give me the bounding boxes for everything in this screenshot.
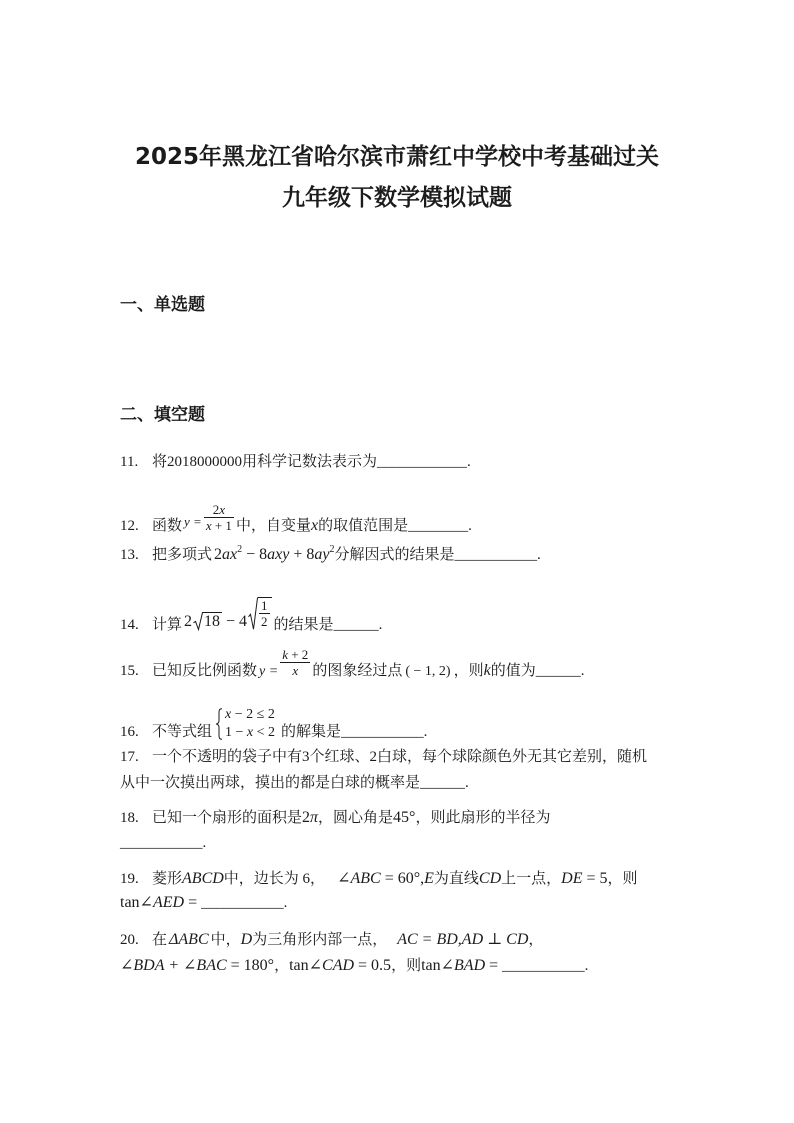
question-text: ， bbox=[274, 958, 290, 974]
period: . bbox=[580, 663, 585, 679]
question-text: 的图象经过点 bbox=[312, 663, 403, 679]
math-function: tan bbox=[421, 957, 441, 974]
question-text: 不等式组 bbox=[152, 724, 213, 740]
question-text: 的结果是 bbox=[273, 617, 334, 633]
radical-sign bbox=[193, 612, 203, 630]
period: . bbox=[283, 895, 288, 911]
math-variable: x bbox=[246, 725, 254, 740]
question-14 bbox=[120, 597, 382, 635]
math-number: = 5 bbox=[582, 870, 608, 887]
question-text: 在 bbox=[152, 932, 168, 948]
math-number: 4 bbox=[239, 613, 248, 630]
math-lhs: y = bbox=[259, 664, 279, 679]
math-number: = 0.5 bbox=[354, 957, 392, 974]
section-heading-single-choice: 一、单选题 bbox=[120, 295, 205, 315]
question-text: ，则此扇形的半径为 bbox=[415, 810, 551, 826]
fraction-numerator bbox=[280, 648, 310, 663]
question-18-line-2 bbox=[120, 833, 206, 853]
fraction-numerator bbox=[204, 503, 234, 518]
math-variable: E bbox=[424, 870, 434, 887]
question-number: 20. bbox=[120, 932, 139, 948]
question-text: 从中一次摸出两球，摸出的都是白球的概率是 bbox=[120, 775, 421, 791]
fraction-denominator: 2 bbox=[261, 614, 268, 629]
math-number: 2 bbox=[214, 546, 223, 563]
math-expression bbox=[214, 544, 335, 563]
question-text: 菱形 bbox=[152, 871, 183, 887]
math-angle: ∠CAD bbox=[308, 957, 355, 974]
radical bbox=[193, 612, 222, 630]
question-text: ， bbox=[528, 932, 544, 948]
question-text: 分解因式的结果是 bbox=[334, 547, 455, 563]
answer-blank: ____________ bbox=[377, 454, 468, 470]
math-variable: π bbox=[310, 809, 319, 826]
question-text: 上一点， bbox=[501, 871, 562, 887]
math-number: < 2 bbox=[253, 725, 276, 740]
question-text: 为三角形内部一点， bbox=[252, 932, 388, 948]
answer-blank: ______ bbox=[535, 663, 581, 679]
math-exponent: 2 bbox=[237, 544, 243, 555]
period: . bbox=[465, 775, 469, 791]
math-number: 2 bbox=[184, 613, 193, 630]
math-variable: ax bbox=[222, 546, 238, 563]
math-variable: ay bbox=[314, 546, 330, 563]
period: . bbox=[537, 547, 541, 563]
left-brace bbox=[215, 708, 223, 740]
math-variable: axy bbox=[267, 546, 290, 563]
question-text: 中， bbox=[210, 932, 241, 948]
question-number: 19. bbox=[120, 871, 139, 887]
math-condition: AC = BD,AD ⊥ CD bbox=[397, 931, 529, 948]
question-text: ，圆心角是 bbox=[318, 810, 394, 826]
question-19-line-1 bbox=[120, 869, 638, 889]
question-text: 的解集是 bbox=[281, 724, 342, 740]
question-17-line-2 bbox=[120, 773, 469, 793]
math-number: − 8 bbox=[242, 546, 268, 563]
question-15 bbox=[120, 648, 584, 682]
fraction-denominator bbox=[280, 663, 310, 677]
answer-blank: ___________ bbox=[341, 724, 424, 740]
answer-blank: ___________ bbox=[502, 958, 585, 974]
question-text: 函数 bbox=[152, 518, 183, 534]
radical-sign bbox=[248, 597, 258, 630]
math-variable: x bbox=[219, 502, 226, 517]
fraction bbox=[280, 648, 310, 677]
math-number: + 8 bbox=[289, 546, 315, 563]
math-variable: x bbox=[310, 517, 319, 534]
math-triangle: ΔABC bbox=[169, 931, 209, 948]
question-13 bbox=[120, 545, 541, 565]
question-number: 12. bbox=[120, 518, 139, 534]
fraction-numerator: 1 bbox=[261, 598, 268, 613]
math-variable: ABCD bbox=[182, 870, 224, 887]
question-text: ，则 bbox=[607, 871, 638, 887]
question-number: 18. bbox=[120, 810, 139, 826]
math-number: 2 bbox=[302, 809, 311, 826]
math-variable: CD bbox=[478, 870, 502, 887]
inequality-system bbox=[214, 706, 275, 742]
question-text: 中，自变量 bbox=[235, 518, 311, 534]
math-variable: D bbox=[240, 931, 253, 948]
radicand: 18 bbox=[204, 613, 221, 630]
math-variable: x bbox=[205, 518, 212, 533]
math-angle-sum: ∠BDA + ∠BAC bbox=[120, 957, 227, 974]
math-exponent: 2 bbox=[329, 544, 335, 555]
question-16 bbox=[120, 706, 427, 742]
section-heading-fill-blank: 二、填空题 bbox=[120, 405, 205, 425]
answer-blank: ______ bbox=[420, 775, 466, 791]
question-11 bbox=[120, 452, 471, 472]
inequality-line-1 bbox=[225, 706, 275, 724]
fraction bbox=[259, 599, 270, 628]
fraction-denominator bbox=[204, 518, 234, 532]
question-number: 11. bbox=[120, 454, 139, 470]
math-expression bbox=[184, 597, 272, 632]
math-number: + 1 bbox=[211, 518, 232, 533]
question-text: 已知反比例函数 bbox=[152, 663, 258, 679]
radical bbox=[248, 597, 272, 630]
math-operator: = bbox=[485, 957, 503, 974]
math-number: − 2 ≤ 2 bbox=[231, 707, 275, 722]
exam-title-line1: 2025年黑龙江省哈尔滨市萧红中学校中考基础过关 bbox=[134, 144, 659, 170]
inequality-line-2 bbox=[225, 724, 275, 742]
period: . bbox=[202, 835, 207, 851]
math-function: tan bbox=[120, 894, 140, 911]
question-number: 13. bbox=[120, 547, 139, 563]
question-text: ，则 bbox=[391, 958, 422, 974]
question-text: 为直线 bbox=[433, 871, 479, 887]
answer-blank: ___________ bbox=[201, 895, 284, 911]
math-operator: − bbox=[222, 613, 240, 630]
math-variable: x bbox=[225, 707, 232, 722]
question-20-line-1 bbox=[120, 930, 543, 950]
math-variable: k bbox=[282, 647, 288, 662]
question-number: 14. bbox=[120, 617, 139, 633]
exam-title-line2: 九年级下数学模拟试题 bbox=[282, 185, 512, 211]
question-text: 一个不透明的袋子中有3个红球、2白球，每个球除颜色外无其它差别，随机 bbox=[152, 749, 648, 765]
answer-blank: ___________ bbox=[120, 835, 203, 851]
math-number: 1 − bbox=[225, 725, 247, 740]
answer-blank: ________ bbox=[408, 518, 469, 534]
math-number: = 180° bbox=[226, 957, 275, 974]
question-text: 的取值范围是 bbox=[318, 518, 409, 534]
question-number: 16. bbox=[120, 724, 139, 740]
question-text: 将2018000000用科学记数法表示为 bbox=[152, 454, 378, 470]
math-operator: = bbox=[184, 894, 202, 911]
question-17-line-1 bbox=[120, 747, 647, 767]
question-text: 中，边长为 6， bbox=[223, 871, 326, 887]
period: . bbox=[378, 617, 383, 633]
period: . bbox=[584, 958, 589, 974]
math-number: + 2 bbox=[287, 647, 309, 662]
math-variable: k bbox=[483, 662, 491, 679]
math-angle: ∠ABC bbox=[337, 870, 381, 887]
question-20-line-2 bbox=[120, 956, 588, 976]
period: . bbox=[468, 518, 472, 534]
question-text: 已知一个扇形的面积是 bbox=[152, 810, 303, 826]
question-number: 17. bbox=[120, 749, 139, 765]
math-function: tan bbox=[289, 957, 309, 974]
math-number: 2 bbox=[212, 502, 220, 517]
question-text: ，则 bbox=[453, 663, 484, 679]
question-19-line-2 bbox=[120, 893, 287, 913]
math-number: = 60°, bbox=[380, 870, 425, 887]
fraction bbox=[204, 503, 234, 532]
period: . bbox=[423, 724, 428, 740]
math-variable: x bbox=[292, 663, 299, 678]
answer-blank: ______ bbox=[333, 617, 379, 633]
math-angle: 45° bbox=[393, 809, 416, 826]
math-point: ( − 1, 2) bbox=[405, 664, 451, 679]
answer-blank: ___________ bbox=[454, 547, 538, 563]
question-text: 把多项式 bbox=[152, 547, 213, 563]
question-12 bbox=[120, 503, 472, 536]
question-text: 的值为 bbox=[490, 663, 536, 679]
question-18-line-1 bbox=[120, 808, 550, 828]
math-angle: ∠BAD bbox=[440, 957, 486, 974]
math-angle: ∠AED bbox=[139, 894, 185, 911]
question-number: 15. bbox=[120, 663, 139, 679]
math-lhs: y = bbox=[184, 514, 202, 529]
question-text: 计算 bbox=[152, 617, 183, 633]
radicand bbox=[258, 597, 272, 630]
period: . bbox=[467, 454, 471, 470]
math-variable: DE bbox=[561, 870, 583, 887]
